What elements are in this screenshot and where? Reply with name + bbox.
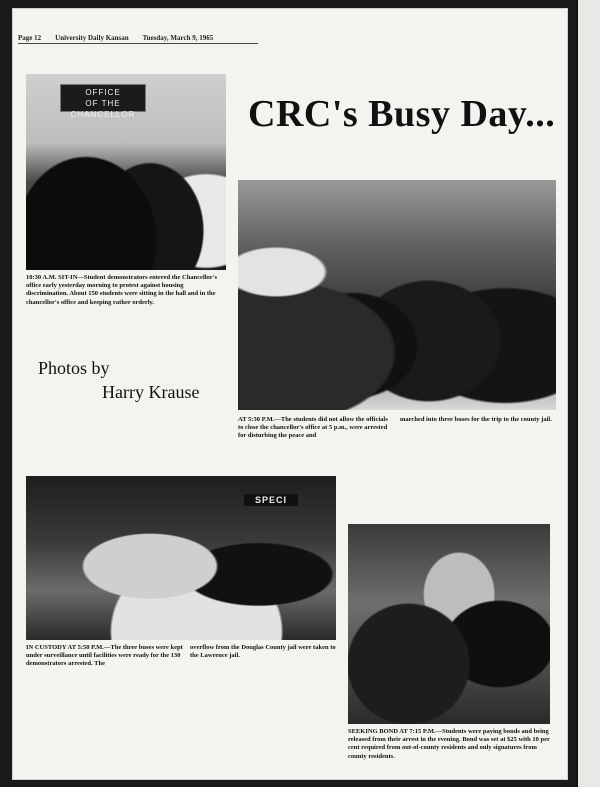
page-title: CRC's Busy Day... (248, 93, 556, 135)
page-header (18, 34, 258, 44)
adjacent-page-edge (576, 0, 600, 787)
caption-custody-part1: IN CUSTODY AT 5:50 P.M.—The three buses were kept under surveillance until facilities were ready for the 130 demonstrators arrested. The (26, 644, 183, 668)
newspaper-page (12, 8, 568, 780)
sign-line-3: CHANCELLOR (70, 110, 136, 119)
photo-bond (348, 524, 550, 724)
issue-date: Tuesday, March 9, 1965 (142, 34, 214, 42)
bus-destination-sign: SPECI (244, 494, 298, 506)
photo-sit-in (26, 74, 226, 270)
photo-credit-name: Harry Krause (102, 382, 200, 402)
photo-custody (26, 476, 336, 640)
sign-line-1: OFFICE (85, 88, 121, 97)
photo-credit-label: Photos by (38, 358, 110, 378)
caption-bond: SEEKING BOND AT 7:15 P.M.—Students were paying bonds and being released from their arrest in the evening. Bond was set at $25 with 10 per cent required from out-of-county residents and only signatures from county residents. (348, 728, 550, 760)
photo-arrest (238, 180, 556, 410)
caption-arrest-part2: marched into three buses for the trip to the county jail. (400, 416, 552, 423)
caption-arrest-part1: AT 5:30 P.M.—The students did not allow the officials to close the chancellor's office at 5 p.m., were arrested for disturbing the peace and (238, 416, 388, 440)
newspaper-name: University Daily Kansan (55, 34, 129, 42)
caption-custody-part2: overflow from the Douglas County jail were taken to the Lawrence jail. (190, 644, 336, 660)
caption-sit-in: 10:30 A.M. SIT-IN—Student demonstrators entered the Chancellor's office early yesterday morning to protest against housing discrimination. About 150 students were sitting in the hall and in the chancellor's office and keeping rather orderly. (26, 274, 218, 306)
sign-line-2: OF THE (85, 99, 121, 108)
office-sign (60, 84, 146, 119)
page-number: Page 12 (18, 34, 42, 42)
